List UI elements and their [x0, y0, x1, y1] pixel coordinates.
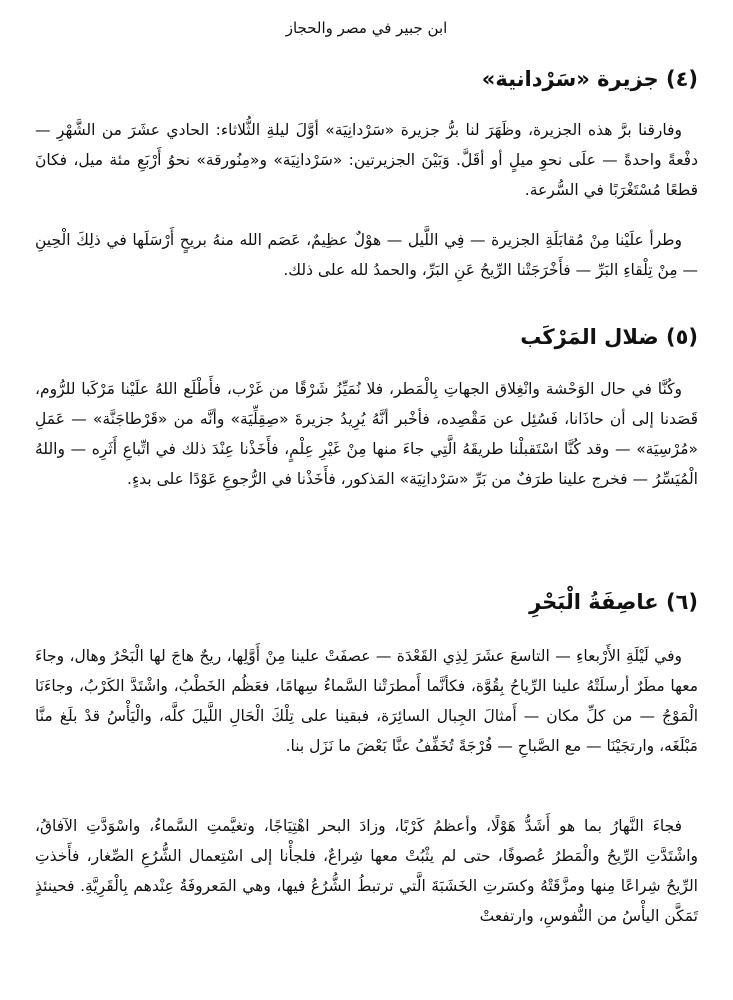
running-header: ابن جبير في مصر والحجاز — [285, 19, 448, 37]
paragraph: وفارقنا برَّ هذه الجزيرة، وظَهَرَ لنا برُّ جزيرة «سَرْدانِيَة» أوَّلَ ليلةِ الثُّلاثاء: الحادي عشَرَ من الشَّهْرِ — دفْعةً واحدةً — علَى نحوِ ميلٍ أو أقَلَّ. وَبَيْنَ الجزيرتين: «سَرْدانِيَة» و«مِنُورقة» نحوُ أَرْبَعِ مئة ميل، فكانَ قطعًا مُسْتَغْرَبًا في السُّرعة. — [35, 121, 698, 199]
paragraph: وكُنَّا في حال الوَحْشة وانْغِلاق الجهاتِ بِالْمَطر، فلا نُمَيِّزُ شَرْقًا من غَرْب، فأَطْلَع اللهُ علَيْنا مَرْكَبا للرُّوم، قَصَدنا إلى أن حاذَانا، فَسُئِل عن مَقْصِده، فأخْبر أنَّهُ يُرِيدُ جزيرةَ «صِقِلِّيَة» وأنَّه من «قَرْطاجَنَّة» — عَمَلِ «مُرْسِيَة» — وقد كُنَّا اسْتَقبلْنا طريقَهُ الَّتِي جاءَ منها مِنْ غَيْرِ عِلْمٍ، فأَخَذْنا عِنْدَ ذلك في اتِّباعِ أَثَرِه — واللهُ الْمُيَسِّرُ — فخرج علينا طرَفٌ من بَرِّ «سَرْدانِيَة» المَذكور، فأَخَذْنا في الرُّجوعِ عَوْدًا على بدءٍ. — [35, 380, 698, 488]
section-title: (٤) جزيرة «سَرْدانية» — [481, 67, 698, 91]
paragraph: وطرأ علَيْنا مِنْ مُقابَلَةِ الجزيرة — فِي اللَّيل — هوْلٌ عظِيمٌ، عَصَم الله منهُ بريحٍ أَرْسَلَها في ذلِكَ الْحِينِ — مِنْ تِلْقاءِ البَرِّ — فأَخْرَجَتْنا الرِّيحُ عَنِ البَرِّ، والحمدُ لله على ذلك. — [35, 231, 698, 279]
paragraph: فجاءَ النَّهارُ بما هو أَشَدُّ هَوْلًا، وأعظمُ كَرْبًا، وزادَ البحر اهْتِيَاجًا، وتغيَّمتِ السَّماءُ، واسْوَدَّتِ الآفاقُ، واشْتَدَّتِ الرِّيحُ والْمَطرُ عُصوفًا، حتى لم يثْبُتْ معها شِراعٌ، فلجأْنا إلى اسْتِعمال الشُّرُعِ الصِّغار، فأَخذتِ الرِّيحُ شِراعًا مِنها ومزَّقَتْهُ وكسَرتِ الخَشَبَةَ الَّتي ترتبطُ الشُّرُعُ فيها، وهي المَعروفَةُ عِنْدهم بِالْقَرِيَّةِ. فحينئذٍ تَمَكَّن اليأْسُ من النُّفوسِ، وارتفعتْ — [35, 817, 698, 925]
section-title: (٦) عاصِفَةُ الْبَحْرِ — [529, 590, 698, 614]
paragraph: وفي لَيْلَةِ الأَرْبعاءِ — التاسعَ عشَرَ لِذِي القَعْدَة — عصفَتْ علينا مِنْ أَوَّلِها، ريحٌ هاجَ لها الْبَحْرُ وهال، وجاءَ معها مطَرٌ أرسلَتْهُ علينا الرِّياحُ بِقُوَّة، فكأنَّما أَمطرَتْنا السَّماءُ سِهامًا، فعَظُم الخَطْبُ، واشْتَدَّ الكَرْبُ، وجاءَنَا الْمَوْجُ — من كلِّ مكان — أَمثالَ الجِبال السائِرَة، فبقينا على تِلْكَ الْحَالِ اللَّيلَ كلَّه، والْيَأْسُ قدْ بلَغ منَّا مَبْلَغَه، وارتجَيْنَا — مع الصَّباحِ — فُرْجَةً تُخَفِّفُ عنَّا بَعْضَ ما نَزَل بنا. — [35, 647, 698, 755]
section-title: (٥) ضلال المَرْكَب — [520, 325, 698, 349]
